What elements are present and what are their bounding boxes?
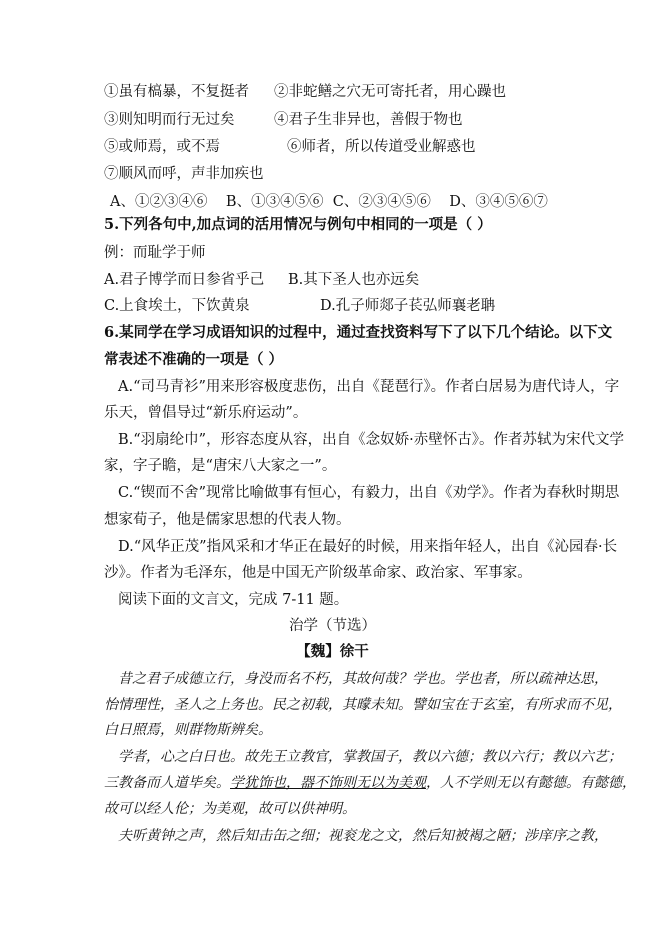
q6-option-d-line-2: 沙》。作者为毛泽东，他是中国无产阶级革命家、政治家、军事家。 (104, 565, 532, 581)
passage-p2-line-3: 故可以经人伦；为美观，故可以供神明。 (104, 801, 356, 817)
passage-title: 治学（节选） (289, 618, 376, 634)
passage-p2-line-1: 学者，心之白日也。故先王立教官，掌教国子，教以六德；教以六行；教以六艺； (118, 749, 622, 765)
q4-choices: A、①②③④⑥ B、①③④⑤⑥ C、②③④⑤⑥ D、③④⑤⑥⑦ (110, 194, 548, 210)
q6-option-b-line-2: 家，字子瞻，是“唐宋八大家之一”。 (104, 458, 337, 474)
q6-option-a-line-2: 乐天，曾倡导过“新乐府运动”。 (104, 405, 308, 421)
passage-p2-line-2 (104, 773, 636, 793)
passage-p2-line-2-end: ，人不学则无以有懿德。有懿德， (426, 775, 636, 791)
q5-example: 例：而耻学于师 (104, 245, 206, 261)
q6-option-c-line-1: C.“锲而不舍”现常比喻做事有恒心，有毅力，出自《劝学》。作者为春秋时期思 (118, 485, 620, 501)
q6-option-d-line-1: D.“风华正茂”指风采和才华正在最好的时候，用来指年轻人，出自《沁园春·长 (118, 539, 618, 555)
q4-item-7: ⑦顺风而呼，声非加疾也 (104, 166, 264, 182)
q5-option-b: B.其下圣人也亦远矣 (288, 272, 420, 288)
passage-underlined-sentence: 学犹饰也，器不饰则无以为美观 (230, 775, 426, 791)
q6-stem-line-1: 6.某同学在学习成语知识的过程中，通过查找资料写下了以下几个结论。以下文 (104, 324, 613, 341)
passage-p2-line-2-start: 三教备而人道毕矣。 (104, 775, 230, 791)
passage-p1-line-1: 昔之君子成德立行，身没而名不朽，其故何哉？学也。学也者，所以疏神达思， (118, 671, 608, 687)
passage-p1-line-2: 怡情理性，圣人之上务也。民之初载，其曚未知。譬如宝在于玄室，有所求而不见， (104, 697, 622, 713)
q4-item-2: ②非蛇鳝之穴无可寄托者，用心躁也 (274, 84, 506, 100)
passage-author: 【魏】徐干 (296, 643, 369, 660)
q4-item-3: ③则知明而行无过矣 (104, 112, 235, 128)
q6-option-c-line-2: 想家荀子，他是儒家思想的代表人物。 (104, 512, 351, 528)
q4-item-1: ①虽有槁暴，不复挺者 (104, 84, 249, 100)
passage-p3-line-1: 夫听黄钟之声，然后知击缶之细；视衮龙之文，然后知被褐之陋；涉庠序之教， (118, 828, 608, 844)
q6-stem-line-2: 常表述不准确的一项是（ ） (104, 351, 284, 368)
q6-option-b-line-1: B.“羽扇纶巾”，形容态度从容，出自《念奴娇·赤壁怀古》。作者苏轼为宋代文学 (118, 432, 624, 448)
reading-intro: 阅读下面的文言文，完成 7-11 题。 (118, 592, 349, 608)
q4-item-4: ④君子生非异也，善假于物也 (274, 112, 463, 128)
q5-stem: 5.下列各句中,加点词的活用情况与例句中相同的一项是（ ） (104, 216, 492, 233)
q5-option-c: C.上食埃土，下饮黄泉 (104, 298, 250, 314)
q4-item-5: ⑤或师焉，或不焉 (104, 139, 220, 155)
q6-option-a-line-1: A.“司马青衫”用来形容极度悲伤，出自《琵琶行》。作者白居易为唐代诗人，字 (118, 379, 620, 395)
q5-option-a: A.君子博学而日参省乎己 (104, 272, 265, 288)
q5-option-d: D.孔子师郯子苌弘师襄老聃 (320, 298, 496, 314)
q4-item-6: ⑥师者，所以传道受业解惑也 (287, 139, 476, 155)
passage-p1-line-3: 白日照焉，则群物斯辨矣。 (104, 722, 272, 738)
